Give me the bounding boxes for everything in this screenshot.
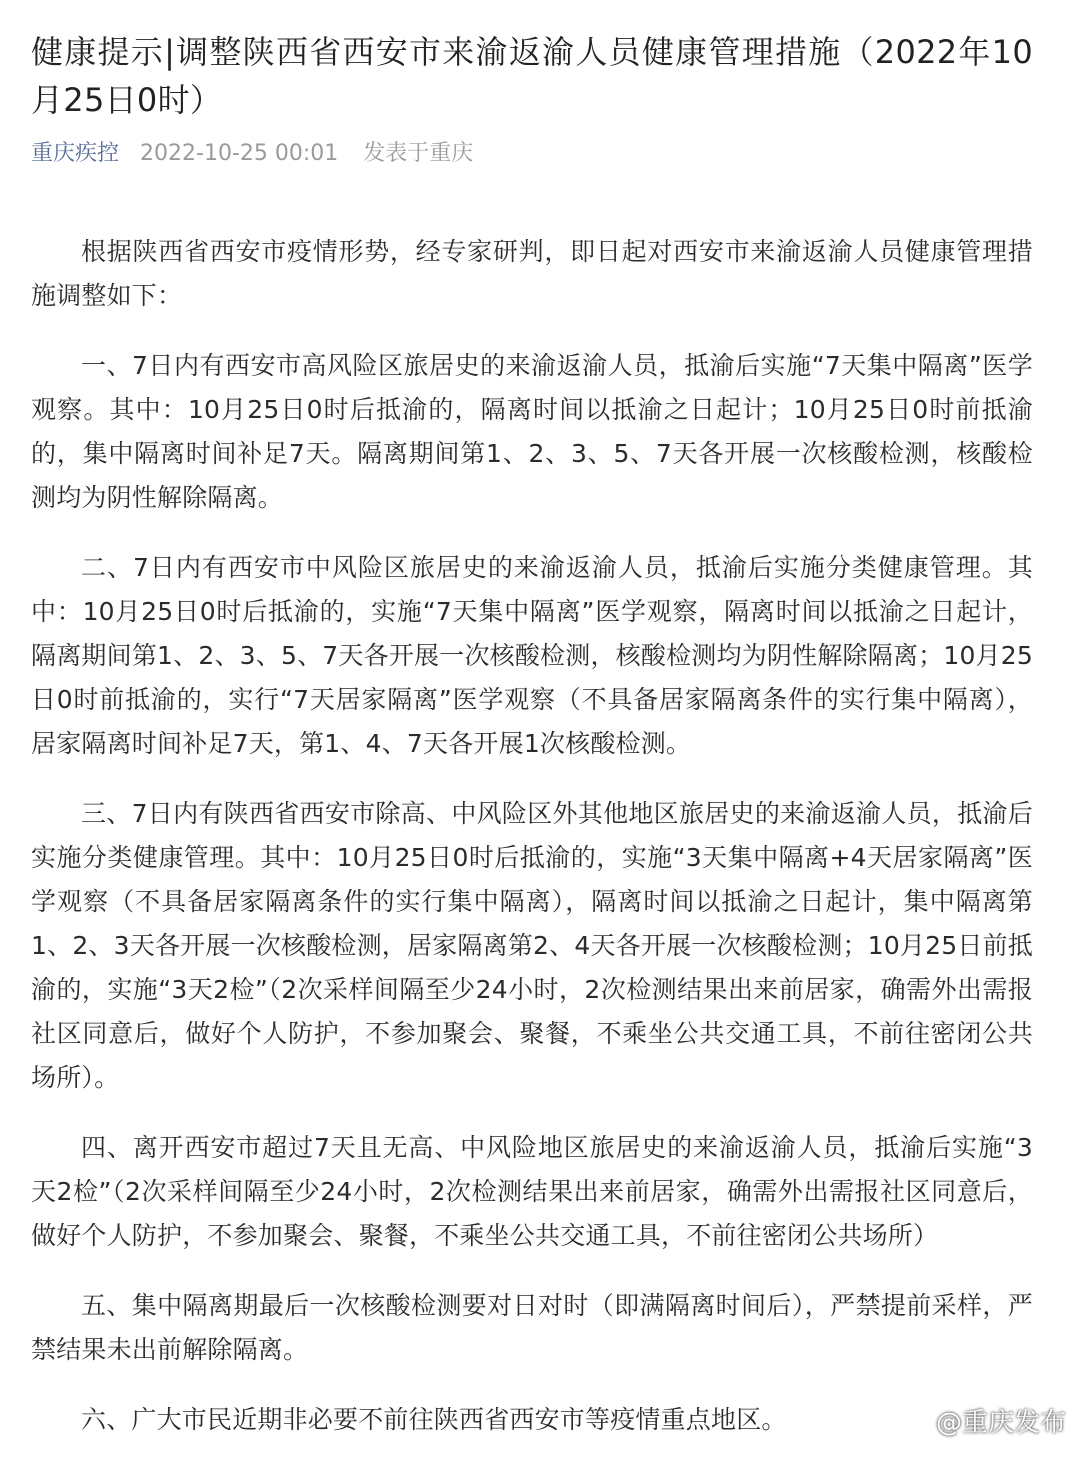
watermark-text: @重庆发布 — [935, 1408, 1066, 1438]
paragraph-item-1: 一、7日内有西安市高风险区旅居史的来渝返渝人员，抵渝后实施“7天集中隔离”医学观察。其中：10月25日0时后抵渝的，隔离时间以抵渝之日起计；10月25日0时前抵渝的，集中隔离时间补足7天。隔离期间第1、2、3、5、7天各开展一次核酸检测，核酸检测均为阴性解除隔离。 — [31, 351, 1033, 512]
account-name-link[interactable]: 重庆疾控 — [31, 141, 120, 166]
publish-location: 发表于重庆 — [363, 141, 474, 166]
paragraph-item-2: 二、7日内有西安市中风险区旅居史的来渝返渝人员，抵渝后实施分类健康管理。其中：10月25日0时后抵渝的，实施“7天集中隔离”医学观察，隔离时间以抵渝之日起计，隔离期间第1、2、3、5、7天各开展一次核酸检测，核酸检测均为阴性解除隔离；10月25日0时前抵渝的，实行“7天居家隔离”医学观察（不具备居家隔离条件的实行集中隔离），居家隔离时间补足7天，第1、4、7天各开展1次核酸检测。 — [31, 553, 1033, 758]
paragraph-item-5: 五、集中隔离期最后一次核酸检测要对日对时（即满隔离时间后），严禁提前采样，严禁结果未出前解除隔离。 — [31, 1291, 1033, 1364]
paragraph-intro: 根据陕西省西安市疫情形势，经专家研判，即日起对西安市来渝返渝人员健康管理措施调整如下： — [31, 237, 1033, 310]
article-meta — [31, 138, 1033, 170]
paragraph-item-3: 三、7日内有陕西省西安市除高、中风险区外其他地区旅居史的来渝返渝人员，抵渝后实施分类健康管理。其中：10月25日0时后抵渝的，实施“3天集中隔离+4天居家隔离”医学观察（不具备居家隔离条件的实行集中隔离），隔离时间以抵渝之日起计，集中隔离第1、2、3天各开展一次核酸检测，居家隔离第2、4天各开展一次核酸检测；10月25日前抵渝的，实施“3天2检”（2次采样间隔至少24小时，2次检测结果出来前居家，确需外出需报社区同意后，做好个人防护，不参加聚会、聚餐，不乘坐公共交通工具，不前往密闭公共场所）。 — [31, 799, 1033, 1092]
weibo-watermark — [890, 1402, 1066, 1439]
publish-datetime: 2022-10-25 00:01 — [140, 141, 339, 166]
paragraph-item-6: 六、广大市民近期非必要不前往陕西省西安市等疫情重点地区。 — [81, 1405, 787, 1434]
article-title: 健康提示|调整陕西省西安市来渝返渝人员健康管理措施（2022年10月25日0时） — [31, 33, 1033, 119]
paragraph-item-4: 四、离开西安市超过7天且无高、中风险地区旅居史的来渝返渝人员，抵渝后实施“3天2检”（2次采样间隔至少24小时，2次检测结果出来前居家，确需外出需报社区同意后，做好个人防护，不参加聚会、聚餐，不乘坐公共交通工具，不前往密闭公共场所） — [31, 1133, 1033, 1250]
weibo-icon — [890, 1405, 930, 1437]
article — [31, 28, 1033, 1468]
article-body — [31, 230, 1033, 1442]
